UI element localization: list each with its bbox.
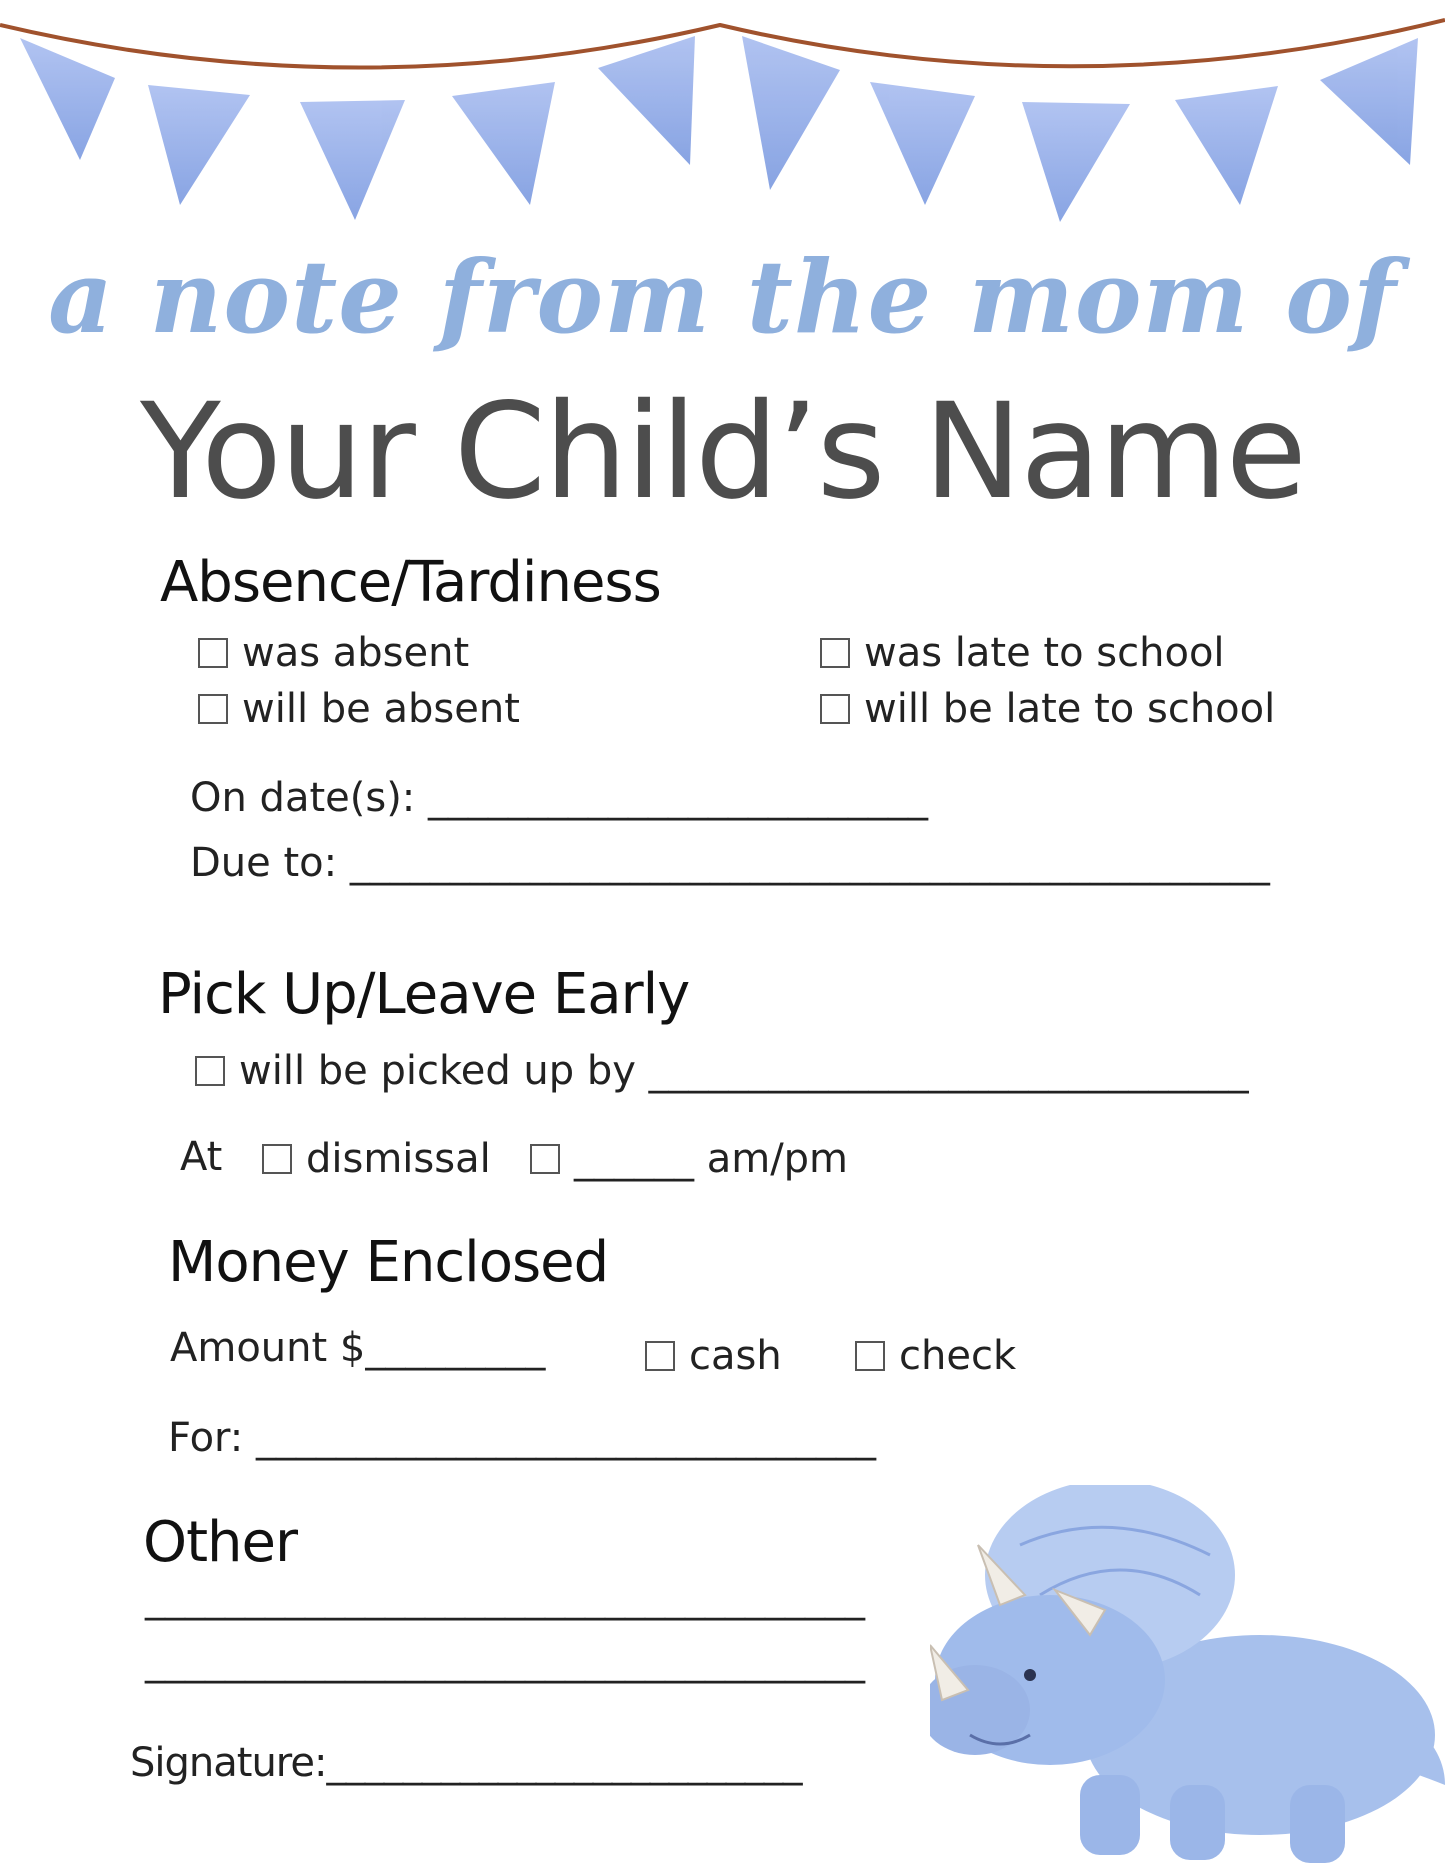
pennant-flag [1022, 102, 1130, 222]
checkbox[interactable] [262, 1144, 292, 1174]
money-heading: Money Enclosed [168, 1230, 609, 1295]
note-title: a note from the mom of [48, 238, 1397, 356]
other-heading: Other [143, 1510, 298, 1575]
other-line-2[interactable]: ____________________________________ [145, 1638, 865, 1684]
pickup-heading: Pick Up/Leave Early [158, 962, 690, 1027]
option-time[interactable]: ______ am/pm [530, 1136, 848, 1182]
pennant-flag [1175, 86, 1278, 205]
signature-field[interactable]: Signature:_________________________ [130, 1740, 802, 1786]
for-field[interactable]: For: _______________________________ [168, 1415, 876, 1461]
banner-string [0, 20, 1445, 68]
absence-heading: Absence/Tardiness [160, 550, 661, 615]
option-will-be-late[interactable]: will be late to school [820, 686, 1275, 732]
triceratops-illustration [930, 1485, 1445, 1871]
checkbox[interactable] [195, 1056, 225, 1086]
option-dismissal[interactable]: dismissal [262, 1136, 491, 1182]
checkbox[interactable] [645, 1341, 675, 1371]
pennant-flag [300, 100, 405, 220]
other-line-1[interactable]: ____________________________________ [145, 1575, 865, 1621]
on-dates-field[interactable]: On date(s): _________________________ [190, 775, 928, 821]
pennant-flag [742, 36, 840, 190]
pennant-flag [870, 82, 975, 205]
checkbox[interactable] [530, 1144, 560, 1174]
pennant-flag [20, 38, 115, 160]
amount-field[interactable]: Amount $_________ [170, 1325, 546, 1371]
pennant-flag [1320, 38, 1418, 165]
child-name: Your Child’s Name [140, 375, 1305, 529]
due-to-field[interactable]: Due to: ______________________________________________ [190, 840, 1270, 886]
pennant-flag [452, 82, 555, 205]
checkbox[interactable] [855, 1341, 885, 1371]
option-cash[interactable]: cash [645, 1333, 782, 1379]
pennant-flag [598, 36, 695, 165]
pennant-flag [148, 85, 250, 205]
option-will-be-absent[interactable]: will be absent [198, 686, 520, 732]
option-check[interactable]: check [855, 1333, 1016, 1379]
checkbox[interactable] [198, 694, 228, 724]
checkbox[interactable] [198, 638, 228, 668]
at-label: At [180, 1134, 223, 1180]
option-was-late[interactable]: was late to school [820, 630, 1225, 676]
checkbox[interactable] [820, 694, 850, 724]
checkbox[interactable] [820, 638, 850, 668]
option-was-absent[interactable]: was absent [198, 630, 469, 676]
pennant-banner-illustration [0, 0, 1445, 240]
option-picked-up-by[interactable]: will be picked up by ______________________________ [195, 1048, 1249, 1094]
